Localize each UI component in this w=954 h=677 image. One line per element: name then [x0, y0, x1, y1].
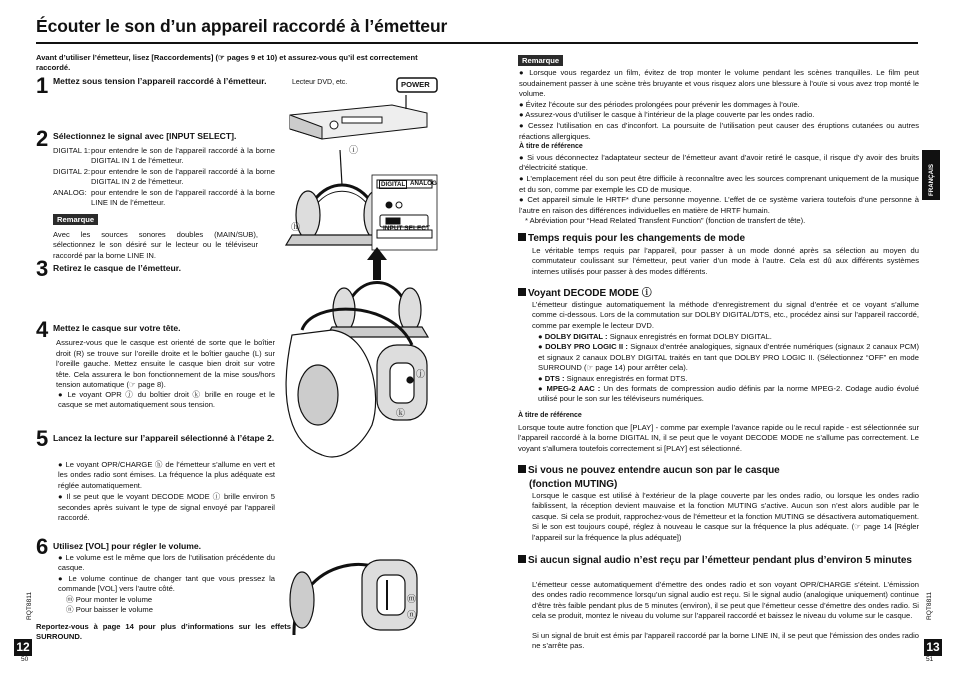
digital-label: DIGITAL	[381, 181, 406, 188]
section-nosignal-body-2: Si un signal de bruit est émis par l’appareil raccordé par la borne LINE IN, il se peut que l’émission des ondes radio ne s’arrête pas.	[532, 631, 919, 651]
marker-n: ⓝ	[407, 610, 417, 620]
square-icon	[518, 288, 526, 296]
section-muting-heading-2: (fonction MUTING)	[529, 479, 618, 490]
input-select-table	[53, 146, 275, 209]
vol-up-line: ⓜ Pour monter le volume	[66, 594, 153, 604]
section-muting-heading: Si vous ne pouvez entendre aucun son par le casque	[518, 465, 780, 477]
reference-label-2: À titre de référence	[518, 412, 582, 419]
vol-down-line: ⓝ Pour baisser le volume	[66, 605, 153, 615]
dvd-label: Lecteur DVD, etc.	[292, 79, 348, 86]
remark-badge: Remarque	[53, 214, 98, 225]
section-nosignal-heading: Si aucun signal audio n’est reçu par l’émetteur pendant plus d’environ 5 minutes	[518, 555, 919, 567]
illustration-column	[282, 75, 442, 635]
step-6-title: Utilisez [VOL] pour régler le volume.	[53, 541, 202, 551]
section-nosignal-body: L’émetteur cesse automatiquement d’émettre des ondes radio et son voyant OPR/CHARGE s’éteint. L’émission des ondes radio recommence lorsqu’un signal audio est reçu. Si le signal audio (analogique uniquement) continue d’être très faible pendant plus de 5 minutes (environ), il se peut que l’émetteur cesse d’émettre des ondes radio. Si cela se produit, montez le niveau du volume sur l’appareil raccordé et baissez le niveau du volume sur le casque.	[532, 580, 919, 621]
section-decode-heading: Voyant DECODE MODE ⓘ	[518, 288, 652, 300]
bullet: ● Il se peut que le voyant DECODE MODE ⓘ brille environ 5 secondes après suivant le type de signal envoyé par l’appareil raccordé.	[58, 492, 275, 523]
step-4-title: Mettez le casque sur votre tête.	[53, 323, 181, 333]
square-icon	[518, 465, 526, 473]
step-2-number: 2	[36, 126, 49, 151]
step-4-bullet: ● Le voyant OPR ⓙ du boîtier droit ⓚ brille en rouge et le casque se met automatiquement sous tension.	[58, 390, 275, 410]
title-rule	[36, 42, 918, 44]
page-title: Écouter le son d’un appareil raccordé à l’émetteur	[36, 16, 448, 36]
step-3-number: 3	[36, 256, 49, 281]
bullet-text: Le volume est le même que lors de l’utilisation précédente du casque.	[58, 553, 275, 573]
section-time-body: Le véritable temps requis par l’appareil, pour passer à un mode donné après sa sélection au moyen du commutateur coulissant sur l’émetteur, peut varier d’un mode à l’autre. Cela est dû aux différents systèmes internes utilisés pour passer à des modes différents.	[532, 246, 919, 276]
step-6-bullets	[58, 553, 275, 615]
list-item: ● DOLBY PRO LOGIC II : Signaux d’entrée analogiques, signaux d’entrée numériques (signaux 2 canaux PCM) et signaux 2 canaux DOLBY DIGITAL traités en tant que DOLBY PRO LOGIC II. (Sélectionnez “OFF” en mode SURROUND (☞ page 14) pour arrêter cela).	[538, 342, 919, 373]
hrtf-note: * Abréviation pour “Head Related Transfent Function” (fonction de transfert de tête).	[525, 216, 806, 226]
bullet: ● Le volume est le même que lors de l’utilisation précédente du casque.	[58, 553, 275, 573]
list-item: ● MPEG-2 AAC : Un des formats de compression audio définis par la norme MPEG-2. Codage audio évolué utilisé pour le son sur les téléviseurs numériques.	[538, 384, 919, 404]
marker-j: ⓙ	[416, 369, 426, 379]
square-icon	[518, 555, 526, 563]
doc-code-right: RQT8811	[926, 591, 933, 620]
bullet: ● Évitez l’écoute sur des périodes prolongées pour prévenir les dommages à l’ouïe.	[519, 99, 800, 109]
step-5-bullets	[58, 460, 275, 523]
page-number-left: 50	[21, 656, 29, 663]
step-5-number: 5	[36, 426, 49, 451]
step-5-title: Lancez la lecture sur l’appareil sélectionné à l’étape 2.	[53, 433, 275, 443]
row-key: DIGITAL 1:	[53, 146, 91, 155]
remark-list-right	[519, 68, 919, 227]
step-3-title: Retirez le casque de l’émetteur.	[53, 263, 182, 273]
marker-h: ⓗ	[291, 222, 301, 232]
step-4-body: Assurez-vous que le casque est orienté de sorte que le boîtier droit (R) se trouve sur l’oreille droite et le boîtier gauche (L) sur l’oreille gauche. Mettez ensuite le casque bien droit sur votre tête. Cela assurera le bon fonctionnement de la mise sous/hors tension automatique (☞ page 8).	[56, 338, 275, 389]
row-key: ANALOG:	[53, 188, 87, 197]
surround-reference: Reportez-vous à page 14 pour plus d’informations sur les effets SURROUND.	[36, 622, 291, 642]
section-time-heading: Temps requis pour les changements de mode	[518, 233, 745, 245]
row-value: pour entendre le son de l’appareil raccordé à la borne LINE IN de l’émetteur.	[91, 188, 275, 208]
decode-reference-body: Lorsque toute autre fonction que [PLAY] - comme par exemple l’avance rapide ou le recul rapide - est sélectionnée sur l’appareil raccordé à la borne DIGITAL IN, il se peut que le voyant DECODE MODE ne s’allume pas correctement. Le voyant s’allumera toutefois correctement si [PLAY] est sélectionné.	[518, 423, 919, 453]
row-value: pour entendre le son de l’appareil raccordé à la borne DIGITAL IN 1 de l’émetteur.	[91, 146, 275, 166]
remark-badge-right: Remarque	[518, 55, 563, 66]
step-6-number: 6	[36, 534, 49, 559]
list-item: ● DTS : Signaux enregistrés en format DTS.	[538, 373, 688, 383]
bullet: ● Cessez l’utilisation en cas d’inconfort. La poursuite de l’utilisation peut causer des éruptions cutanées ou autres réactions allergiques.	[519, 120, 919, 141]
bullet: ● Cet appareil simule le HRTF* d’une personne moyenne. L’effet de ce système variera toutefois d’une personne à l’autre en raison des différences individuelles en matière de HRTF humain.	[519, 195, 919, 215]
dvd-player-drawing	[290, 95, 427, 139]
language-tab-label: FRANÇAIS	[928, 164, 935, 196]
bullet-text: Le volume continue de changer tant que vous pressez la commande [VOL] vers l’autre côté.	[58, 573, 276, 594]
row-value: pour entendre le son de l’appareil raccordé à la borne DIGITAL IN 2 de l’émetteur.	[91, 167, 275, 187]
bullet-text: Le voyant OPR/CHARGE ⓗ de l’émetteur s’allume en vert et les ondes radio sont émises. La fréquence la plus adéquate est réglée automatiquement.	[58, 460, 275, 490]
intro-text: Avant d’utiliser l’émetteur, lisez [Raccordements] (☞ pages 9 et 10) et assurez-vous qu’il est correctement raccordé.	[36, 53, 418, 72]
section-muting-body: Lorsque le casque est utilisé à l’extérieur de la plage couverte par les ondes radio, ou lorsque les ondes radio faiblissent, la réception devient mauvaise et la fonction MUTING s’active. Aucun son n’est alors audible par le casque. Si cela se produit, rapprochez-vous de l’émetteur et la fonction MUTING se désactivera automatiquement. Si le son est toujours coupé, réglez à nouveau le casque sur la fréquence la plus adéquate. (☞ page 14 [Régler l’appareil sur la fréquence la plus adéquate])	[532, 491, 919, 542]
page-number-left-box: 12	[14, 639, 32, 656]
marker-k: ⓚ	[396, 408, 406, 418]
power-label: POWER	[401, 80, 430, 89]
row-key: DIGITAL 2:	[53, 167, 91, 176]
bullet-text: Il se peut que le voyant DECODE MODE ⓘ brille environ 5 secondes après suivant le type de signal envoyé par l’appareil raccordé.	[58, 492, 275, 523]
step-1-title: Mettez sous tension l’appareil raccordé à l’émetteur.	[53, 76, 267, 86]
page-number-right-box: 13	[924, 639, 942, 656]
input-select-label: INPUT SELECT	[383, 225, 430, 232]
marker-m: ⓜ	[407, 594, 417, 604]
bullet-text: Le voyant OPR ⓙ du boîtier droit ⓚ brille en rouge et le casque se met automatiquement sous tension.	[58, 390, 275, 410]
analog-label: ANALOG	[410, 180, 437, 187]
vol-headphones-drawing	[290, 560, 417, 635]
bullet: ● Assurez-vous d’utiliser le casque à l’intérieur de la plage couverte par les ondes radio.	[519, 110, 815, 120]
up-arrow-icon	[367, 247, 387, 280]
decode-modes-list	[538, 332, 919, 405]
remark-text: Avec les sources sonores doubles (MAIN/SUB), sélectionnez le son désiré sur le lecteur ou le téléviseur raccordé par la borne LINE IN.	[53, 230, 258, 260]
doc-code-left: RQT8811	[26, 591, 33, 620]
step-4-number: 4	[36, 317, 49, 342]
step-2-title: Sélectionnez le signal avec [INPUT SELECT].	[53, 131, 237, 141]
page-number-right: 51	[926, 656, 934, 663]
square-icon	[518, 233, 526, 241]
list-item: ● DOLBY DIGITAL : Signaux enregistrés en format DOLBY DIGITAL.	[538, 332, 772, 341]
section-decode-body: L’émetteur distingue automatiquement la méthode d’enregistrement du signal d’entrée et ce voyant s’allume comme ci-dessous. Lors de la commutation sur DOLBY DIGITAL/DTS, etc., procédez ainsi sur l’appareil raccordé, comme par exemple le lecteur DVD.	[532, 300, 919, 330]
marker-i: ⓘ	[349, 145, 359, 155]
bullet: ● Le voyant OPR/CHARGE ⓗ de l’émetteur s’allume en vert et les ondes radio sont émises. La fréquence la plus adéquate est réglée automatiquement.	[58, 460, 275, 490]
bullet: ● L’emplacement réel du son peut être difficile à reconnaître avec les sources comprenant uniquement de la musique et du son, comme par exemple les CD de musique.	[519, 173, 919, 194]
reference-label: À titre de référence	[519, 143, 583, 151]
bullet: ● Le volume continue de changer tant que vous pressez la commande [VOL] vers l’autre côté.	[58, 573, 276, 594]
step-1-number: 1	[36, 73, 49, 98]
bullet: ● Si vous déconnectez l’adaptateur secteur de l’émetteur avant d’avoir retiré le casque, il risque d’y avoir des bruits d’électricité statique.	[519, 152, 919, 173]
bullet: ● Lorsque vous regardez un film, évitez de trop monter le volume pendant les scènes tranquilles. Le film peut soudainement passer à une scène très bruyante et vous risquez alors une blessure à l’ouïe si vous avez trop monté le volume.	[519, 68, 919, 99]
